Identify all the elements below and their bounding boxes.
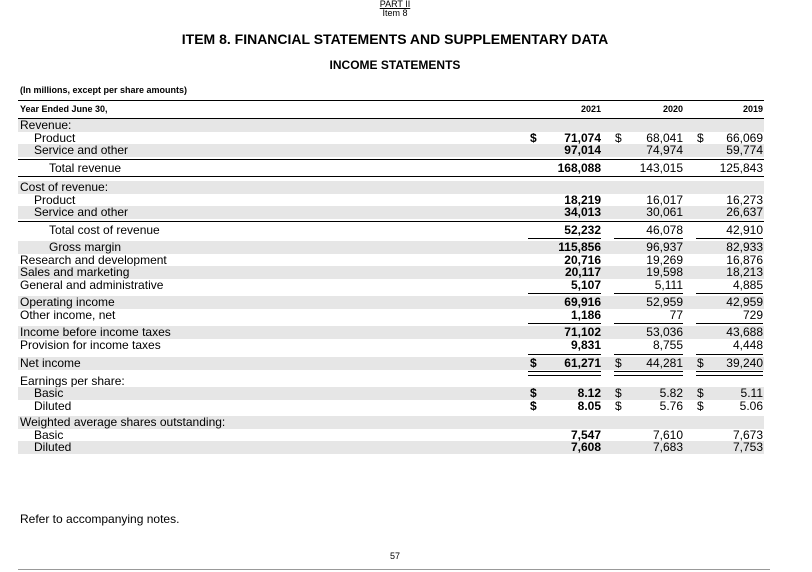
row-label: Total revenue (49, 160, 122, 175)
row-label: Gross margin (49, 240, 122, 254)
page-title: ITEM 8. FINANCIAL STATEMENTS AND SUPPLEMENTARY DATA (181, 31, 609, 47)
part-header: PART II (379, 0, 411, 9)
row-value-2021: 34,013 (564, 205, 601, 219)
row-label: Service and other (34, 205, 129, 219)
row-value-2019: 39,240 (726, 356, 763, 370)
statement-row (18, 241, 764, 254)
currency-symbol: $ (697, 356, 704, 370)
statement-row (18, 416, 764, 429)
row-label: Provision for income taxes (20, 337, 161, 352)
row-value-2021: 5,107 (570, 277, 601, 292)
row-value-2020: 30,061 (646, 205, 683, 219)
row-label: Service and other (34, 143, 129, 157)
bottom-rule (18, 569, 770, 570)
column-rule (614, 323, 683, 324)
currency-symbol: $ (530, 398, 537, 413)
row-value-2019: 59,774 (726, 143, 763, 157)
column-rule (528, 323, 601, 324)
row-value-2020: 8,755 (652, 337, 683, 352)
page-number: 57 (389, 551, 400, 561)
row-value-2019: 42,959 (726, 295, 763, 309)
row-value-2019: 5.06 (739, 398, 763, 413)
statement-row (18, 206, 764, 219)
column-rule (696, 323, 763, 324)
currency-symbol: $ (615, 356, 622, 370)
row-value-2021: 69,916 (564, 295, 601, 309)
currency-symbol: $ (697, 398, 704, 413)
column-rule (528, 238, 601, 239)
row-value-2021: 9,831 (570, 337, 601, 352)
full-rule (18, 221, 764, 222)
statement-row (18, 119, 764, 132)
statement-rows (18, 119, 764, 454)
row-value-2021: 1,186 (570, 307, 601, 322)
row-value-2019: 7,753 (732, 440, 763, 454)
row-label: General and administrative (20, 277, 164, 292)
row-label: Other income, net (20, 307, 116, 322)
row-label: Sales and marketing (20, 265, 130, 279)
column-rule (528, 293, 601, 294)
statement-row (18, 266, 764, 279)
row-label: Basic (34, 386, 64, 400)
row-label: Earnings per share: (20, 373, 125, 388)
currency-symbol: $ (615, 386, 622, 400)
row-value-2020: 96,937 (646, 240, 683, 254)
row-value-2021: 115,856 (558, 240, 601, 254)
column-year-2019: 2019 (742, 104, 763, 114)
row-label: Research and development (20, 252, 167, 267)
row-value-2019: 16,876 (726, 252, 763, 267)
row-value-2021: 20,716 (564, 252, 601, 267)
row-label: Revenue: (20, 118, 72, 132)
row-label: Product (34, 192, 76, 207)
row-label: Net income (20, 356, 81, 370)
row-value-2020: 53,036 (646, 325, 683, 339)
row-value-2019: 729 (742, 307, 763, 322)
row-label: Diluted (34, 440, 72, 454)
row-value-2021: 7,547 (570, 427, 601, 442)
row-value-2019: 7,673 (732, 427, 763, 442)
statement-row (18, 224, 764, 237)
currency-symbol: $ (530, 130, 537, 145)
row-value-2019: 66,069 (726, 130, 763, 145)
row-value-2019: 4,448 (732, 337, 763, 352)
column-rule (614, 238, 683, 239)
column-rule (696, 354, 763, 355)
row-value-2021: 97,014 (564, 143, 601, 157)
row-value-2020: 46,078 (646, 222, 683, 237)
column-rule (696, 238, 763, 239)
row-value-2021: 168,088 (557, 160, 601, 175)
statement-row (18, 357, 764, 370)
row-value-2020: 5.82 (659, 386, 683, 400)
row-value-2020: 7,610 (652, 427, 683, 442)
row-value-2020: 19,598 (646, 265, 683, 279)
row-value-2019: 4,885 (732, 277, 763, 292)
currency-symbol: $ (615, 130, 622, 145)
statement-row (18, 326, 764, 339)
row-value-2019: 16,273 (726, 192, 763, 207)
column-year-2021: 2021 (580, 104, 601, 114)
statement-row (18, 279, 764, 292)
row-label: Product (34, 130, 76, 145)
row-value-2020: 74,974 (646, 143, 683, 157)
units-note: (In millions, except per share amounts) (20, 85, 188, 95)
column-rule (614, 354, 683, 355)
row-value-2020: 143,015 (639, 160, 683, 175)
column-rule (696, 293, 763, 294)
currency-symbol: $ (697, 386, 704, 400)
year-ended-label: Year Ended June 30, (20, 104, 108, 114)
row-value-2021: 8.12 (577, 386, 601, 400)
row-value-2019: 125,843 (719, 160, 763, 175)
row-value-2019: 42,910 (726, 222, 763, 237)
row-value-2020: 68,041 (646, 130, 683, 145)
row-value-2019: 43,688 (726, 325, 763, 339)
row-label: Basic (34, 427, 64, 442)
item-header: Item 8 (382, 8, 408, 18)
currency-symbol: $ (530, 356, 537, 370)
column-rule (528, 354, 601, 355)
row-value-2020: 44,281 (646, 356, 683, 370)
income-statement-table (18, 101, 764, 454)
row-value-2020: 7,683 (652, 440, 683, 454)
row-value-2020: 16,017 (646, 192, 683, 207)
row-value-2020: 19,269 (646, 252, 683, 267)
row-value-2021: 20,117 (564, 265, 601, 279)
statement-row (18, 309, 764, 322)
currency-symbol: $ (530, 386, 537, 400)
row-label: Total cost of revenue (49, 222, 160, 237)
row-value-2019: 82,933 (726, 240, 763, 254)
row-value-2021: 7,608 (570, 440, 601, 454)
statement-row (18, 339, 764, 352)
row-value-2019: 26,637 (726, 205, 763, 219)
row-value-2019: 18,213 (726, 265, 763, 279)
column-year-2020: 2020 (662, 104, 683, 114)
full-rule (18, 159, 764, 160)
row-spacer (18, 174, 764, 181)
statement-row (18, 375, 764, 388)
row-value-2021: 18,219 (564, 192, 601, 207)
row-value-2021: 71,102 (564, 325, 601, 339)
row-label: Operating income (20, 295, 115, 309)
row-value-2020: 52,959 (646, 295, 683, 309)
statement-title: INCOME STATEMENTS (329, 58, 461, 72)
row-label: Weighted average shares outstanding: (20, 415, 226, 429)
row-label: Income before income taxes (20, 325, 171, 339)
statement-row (18, 162, 764, 175)
row-label: Cost of revenue: (20, 180, 109, 194)
currency-symbol: $ (615, 398, 622, 413)
row-value-2019: 5.11 (740, 386, 763, 400)
column-header-row (18, 101, 764, 119)
row-value-2021: 71,074 (564, 130, 601, 145)
statement-row (18, 144, 764, 157)
row-value-2021: 52,232 (564, 222, 601, 237)
currency-symbol: $ (697, 130, 704, 145)
statement-row (18, 387, 764, 400)
row-value-2020: 5.76 (659, 398, 683, 413)
column-rule (614, 293, 683, 294)
statement-row (18, 296, 764, 309)
footnote: Refer to accompanying notes. (20, 512, 180, 526)
row-label: Diluted (34, 398, 72, 413)
statement-row (18, 400, 764, 413)
row-value-2020: 5,111 (654, 277, 683, 292)
statement-row (18, 181, 764, 194)
row-value-2021: 61,271 (564, 356, 601, 370)
row-value-2021: 8.05 (577, 398, 601, 413)
statement-row (18, 441, 764, 454)
row-value-2020: 77 (669, 307, 683, 322)
